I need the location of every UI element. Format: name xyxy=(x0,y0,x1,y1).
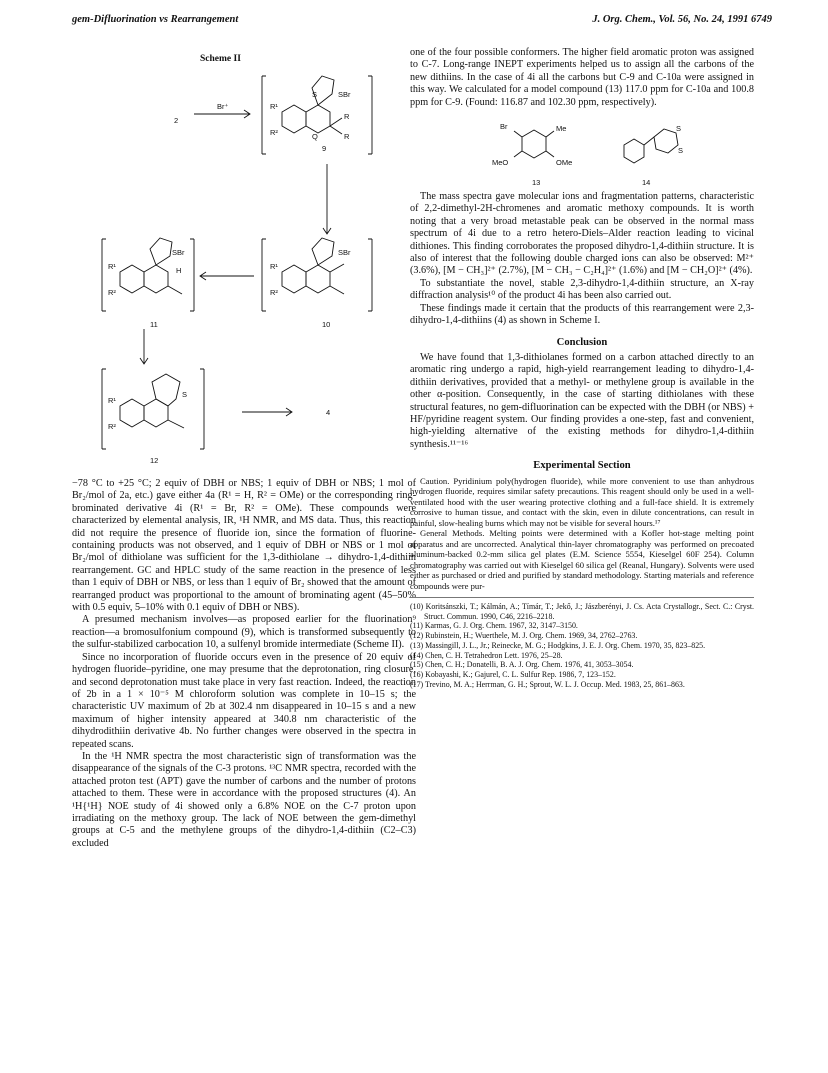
label-r2-11: R² xyxy=(108,288,116,297)
section-heading-conclusion: Conclusion xyxy=(556,336,608,348)
reference-item: (12) Rubinstein, H.; Wuerthele, M. J. Org. Chem. 1969, 34, 2762–2763. xyxy=(410,631,638,641)
paragraph: These findings made it certain that the products of this rearrangement were 2,3-dihydro-1,4-dithiins (4) as shown in Scheme I. xyxy=(410,302,754,327)
reference-item: (14) Chen, C. H. Tetrahedron Lett. 1976, 25–28. xyxy=(410,650,563,660)
label-14: 14 xyxy=(642,178,651,188)
paragraph: −78 °C to +25 °C; 2 equiv of DBH or NBS; 1 equiv of DBH or NBS; 1 mol of Br₂/mol of 2a, etc.) gave either 4a (R¹ = H, R² = OMe) or the corresponding ring-brominated derivative 4i (R¹ = Br, R² = OMe). These compounds were characterized by elemental analysis, IR, ¹H NMR, and MS data. Thus, this reaction did not require the presence of fluoride ion, since the formation of fluorine-containing products was not observed, and 1 equiv of DBH or NBS or 1 mol of Br₂/mol of dithiolane was sufficient for the 1,3-dithiolane → dihydro-1,4-dithiin rearrangement. GC and HPLC study of the same reaction in the presence of less than 1 equiv of DBH or NBS, or less than 1 equiv of Br₂ showed that the amount of rearranged product was proportional to the amount of brominating agent (45–50% with 0.5 equiv, 5–10% with 0.1 equiv of DBH or NBS). xyxy=(72,478,416,614)
label-r-9: R xyxy=(344,112,350,121)
caution-paragraph: Caution. Pyridinium poly(hydrogen fluoride), while more convenient to use than anhydrous hydrogen fluoride, requires similar safety precautions. This reagent should only be used in a well-ventilated hood with the user wearing protective clothing and a full-face shield. It is extremely corrosive to human tissue, and contact with the skin, even in dilute concentrations, can result in painful, slow-healing burns which may not be visible for several hours.¹⁷ xyxy=(410,475,754,528)
label-sbr-11: SBr xyxy=(172,248,185,257)
label-12: 12 xyxy=(150,456,159,465)
structures-13-14 xyxy=(410,115,754,189)
label-r1-9: R¹ xyxy=(270,102,278,111)
paragraph: We have found that 1,3-dithiolanes formed on a carbon attached directly to an aromatic ring undergo a rapid, high-yield rearrangement leading to dihydro-1,4-dithiin derivatives, provided that a methyl- or methylene group is available in the other α-position. Consequently, in the case of starting dithiolanes with these structural features, no gem-difluorination can be expected with the DBH (or NBS) + HF/pyridine reagent system. Our finding provides a one-step, fast and convenient, high-yielding alternative of the existing methods for dihydro-1,4-dithiin synthesis.¹¹⁻¹⁶ xyxy=(410,351,754,450)
experimental-text xyxy=(410,476,754,592)
scheme-title: Scheme II xyxy=(200,54,241,64)
left-column xyxy=(72,478,416,850)
label-br-plus: Br⁺ xyxy=(217,102,229,111)
running-head-right: J. Org. Chem., Vol. 56, No. 24, 1991 6749 xyxy=(592,14,772,25)
label-br-13: Br xyxy=(500,122,508,132)
label-me-13: Me xyxy=(556,124,567,134)
right-column xyxy=(410,47,754,689)
reference-item: (11) Karmas, G. J. Org. Chem. 1967, 32, 3147–3150. xyxy=(410,621,578,631)
reference-item: (13) Massingill, J. L., Jr.; Reinecke, M. G.; Hodgkins, J. E. J. Org. Chem. 1970, 35, 823–825. xyxy=(410,640,706,650)
general-methods-paragraph: General Methods. Melting points were determined with a Kofler hot-stage melting point apparatus and are uncorrected. Analytical thin-layer chromatography was performed on precoated aluminum-backed 0.2-mm silica gel plates (E.M. Science 5554, Kieselgel 60F 254). Column chromatography was carried out with Kieselgel 60 silica gel (Reanal, Hungary). Solvents were used either as purchased or dried and purified by standard methodology. Starting materials and reference compounds were pur- xyxy=(410,528,754,591)
label-sbr-9: SBr xyxy=(338,90,351,99)
label-h-11: H xyxy=(176,266,182,275)
paragraph: The mass spectra gave molecular ions and fragmentation patterns, characteristic of 2,2-dimethyl-2H-chromenes and aromatic methoxy compounds. It is worth noting that a very broad metastable peak can be observed in the normal mass spectrum of 4i due to a retro hetero-Diels–Alder reaction leading to vicinal dithiones. This finding corroborates the proposed dihydro-1,4-dithiin structure. It is also of interest that the following double charged ions can also be observed: M²⁺ (3.6%), [M − CH₃]²⁺ (2.7%), [M − CH₃ − C₂H₄]²⁺ (1.6%) and [M − CH₂O]²⁺ (4%). xyxy=(410,191,754,277)
paragraph: To substantiate the novel, stable 2,3-dihydro-1,4-dithiin structure, an X-ray diffraction analysis¹⁰ of the product 4i has been also carried out. xyxy=(410,277,754,302)
reference-item: (10) Koritsánszki, T.; Kálmán, A.; Tímár, T.; Jekő, J.; Jászberényi, J. Cs. Acta Crystallogr., Sect. C.: Cryst. Struct. Commun. 1990, C46, 2216–2218. xyxy=(410,602,754,621)
label-q-9: Q xyxy=(312,132,318,141)
label-s-12: S xyxy=(182,390,188,399)
label-ome-13: OMe xyxy=(556,158,573,168)
label-s-14: S xyxy=(676,124,682,134)
label-r1-11: R¹ xyxy=(108,262,116,271)
section-heading-experimental: Experimental Section xyxy=(533,460,631,472)
label-r-9b: R xyxy=(344,132,350,141)
paragraph: one of the four possible conformers. The higher field aromatic proton was assigned to C-7. Long-range INEPT experiments helped us to assign all the carbons of the new dithiins. In the case of 4i all the carbons but C-9 and C-10a were assigned in this way. We calculated for a model compound (13) 117.0 ppm for C-10a and 100.8 ppm for C-9. (Found: 116.87 and 102.30 ppm, respectively). xyxy=(410,47,754,108)
paragraph: A presumed mechanism involves—as proposed earlier for the fluorination⁹ reaction—a bromosulfonium compound (9), which is transformed subsequently to the sulfur-stabilized carbocation 10, a sulfenyl bromide intermediate (Scheme II). xyxy=(72,614,416,651)
label-4: 4 xyxy=(326,408,331,417)
paragraph: In the ¹H NMR spectra the most characteristic sign of transformation was the disappearance of the signals of the C-3 protons. ¹³C NMR spectra, recorded with the attached proton test (APT) gave the number of carbons and the number of protons attached to them. These were in accordance with the proposed structures (4). An ¹H{¹H} NOE study of 4i showed only a 6.8% NOE on the C-7 proton upon irradiating on the methoxy group. The lack of NOE between the gem-dimethyl groups at C-5 and the methylene groups of the dihydro-1,4-dithiin (C2–C3) excluded xyxy=(72,750,416,849)
label-9: 9 xyxy=(322,144,327,153)
label-sbr-10: SBr xyxy=(338,248,351,257)
label-10: 10 xyxy=(322,320,331,329)
reference-item: (15) Chen, C. H.; Donatelli, B. A. J. Org. Chem. 1976, 41, 3053–3054. xyxy=(410,660,634,670)
label-r1-12: R¹ xyxy=(108,396,116,405)
label-r2-10: R² xyxy=(270,288,278,297)
structure-drawing xyxy=(410,115,754,189)
label-r2-9: R² xyxy=(270,128,278,137)
running-head-left: gem-Difluorination vs Rearrangement xyxy=(72,14,239,25)
scheme-ii xyxy=(72,44,392,464)
label-r1-10: R¹ xyxy=(270,262,278,271)
label-meo-13: MeO xyxy=(492,158,509,168)
label-s-9: S xyxy=(312,90,318,99)
paragraph: Since no incorporation of fluoride occurs even in the presence of 20 equiv of hydrogen fluoride–pyridine, one may presume that the deprotonation, ring closure, and second deprotonation must take place in very fast reaction. Indeed, the reaction of 2b in a 1 × 10⁻⁵ M chloroform solution was complete in 10–15 s; the characteristic UV maximum of 2b at 302.4 nm disappeared in 10–15 s and a new maximum of higher intensity appeared at 340.8 nm characteristic of the dihydrodithiin derivative 4b. No further changes were observed in the spectra in repeated scans. xyxy=(72,651,416,750)
references xyxy=(410,597,754,689)
label-11: 11 xyxy=(150,320,158,329)
label-r2-12: R² xyxy=(108,422,116,431)
reference-item: (16) Kobayashi, K.; Gajurel, C. L. Sulfur Rep. 1986, 7, 123–152. xyxy=(410,669,616,679)
reference-item: (17) Trevino, M. A.; Herrman, G. H.; Sprout, W. L. J. Occup. Med. 1983, 25, 861–863. xyxy=(410,679,685,689)
label-13: 13 xyxy=(532,178,541,188)
label-2: 2 xyxy=(174,116,179,125)
label-s-14b: S xyxy=(678,146,684,156)
